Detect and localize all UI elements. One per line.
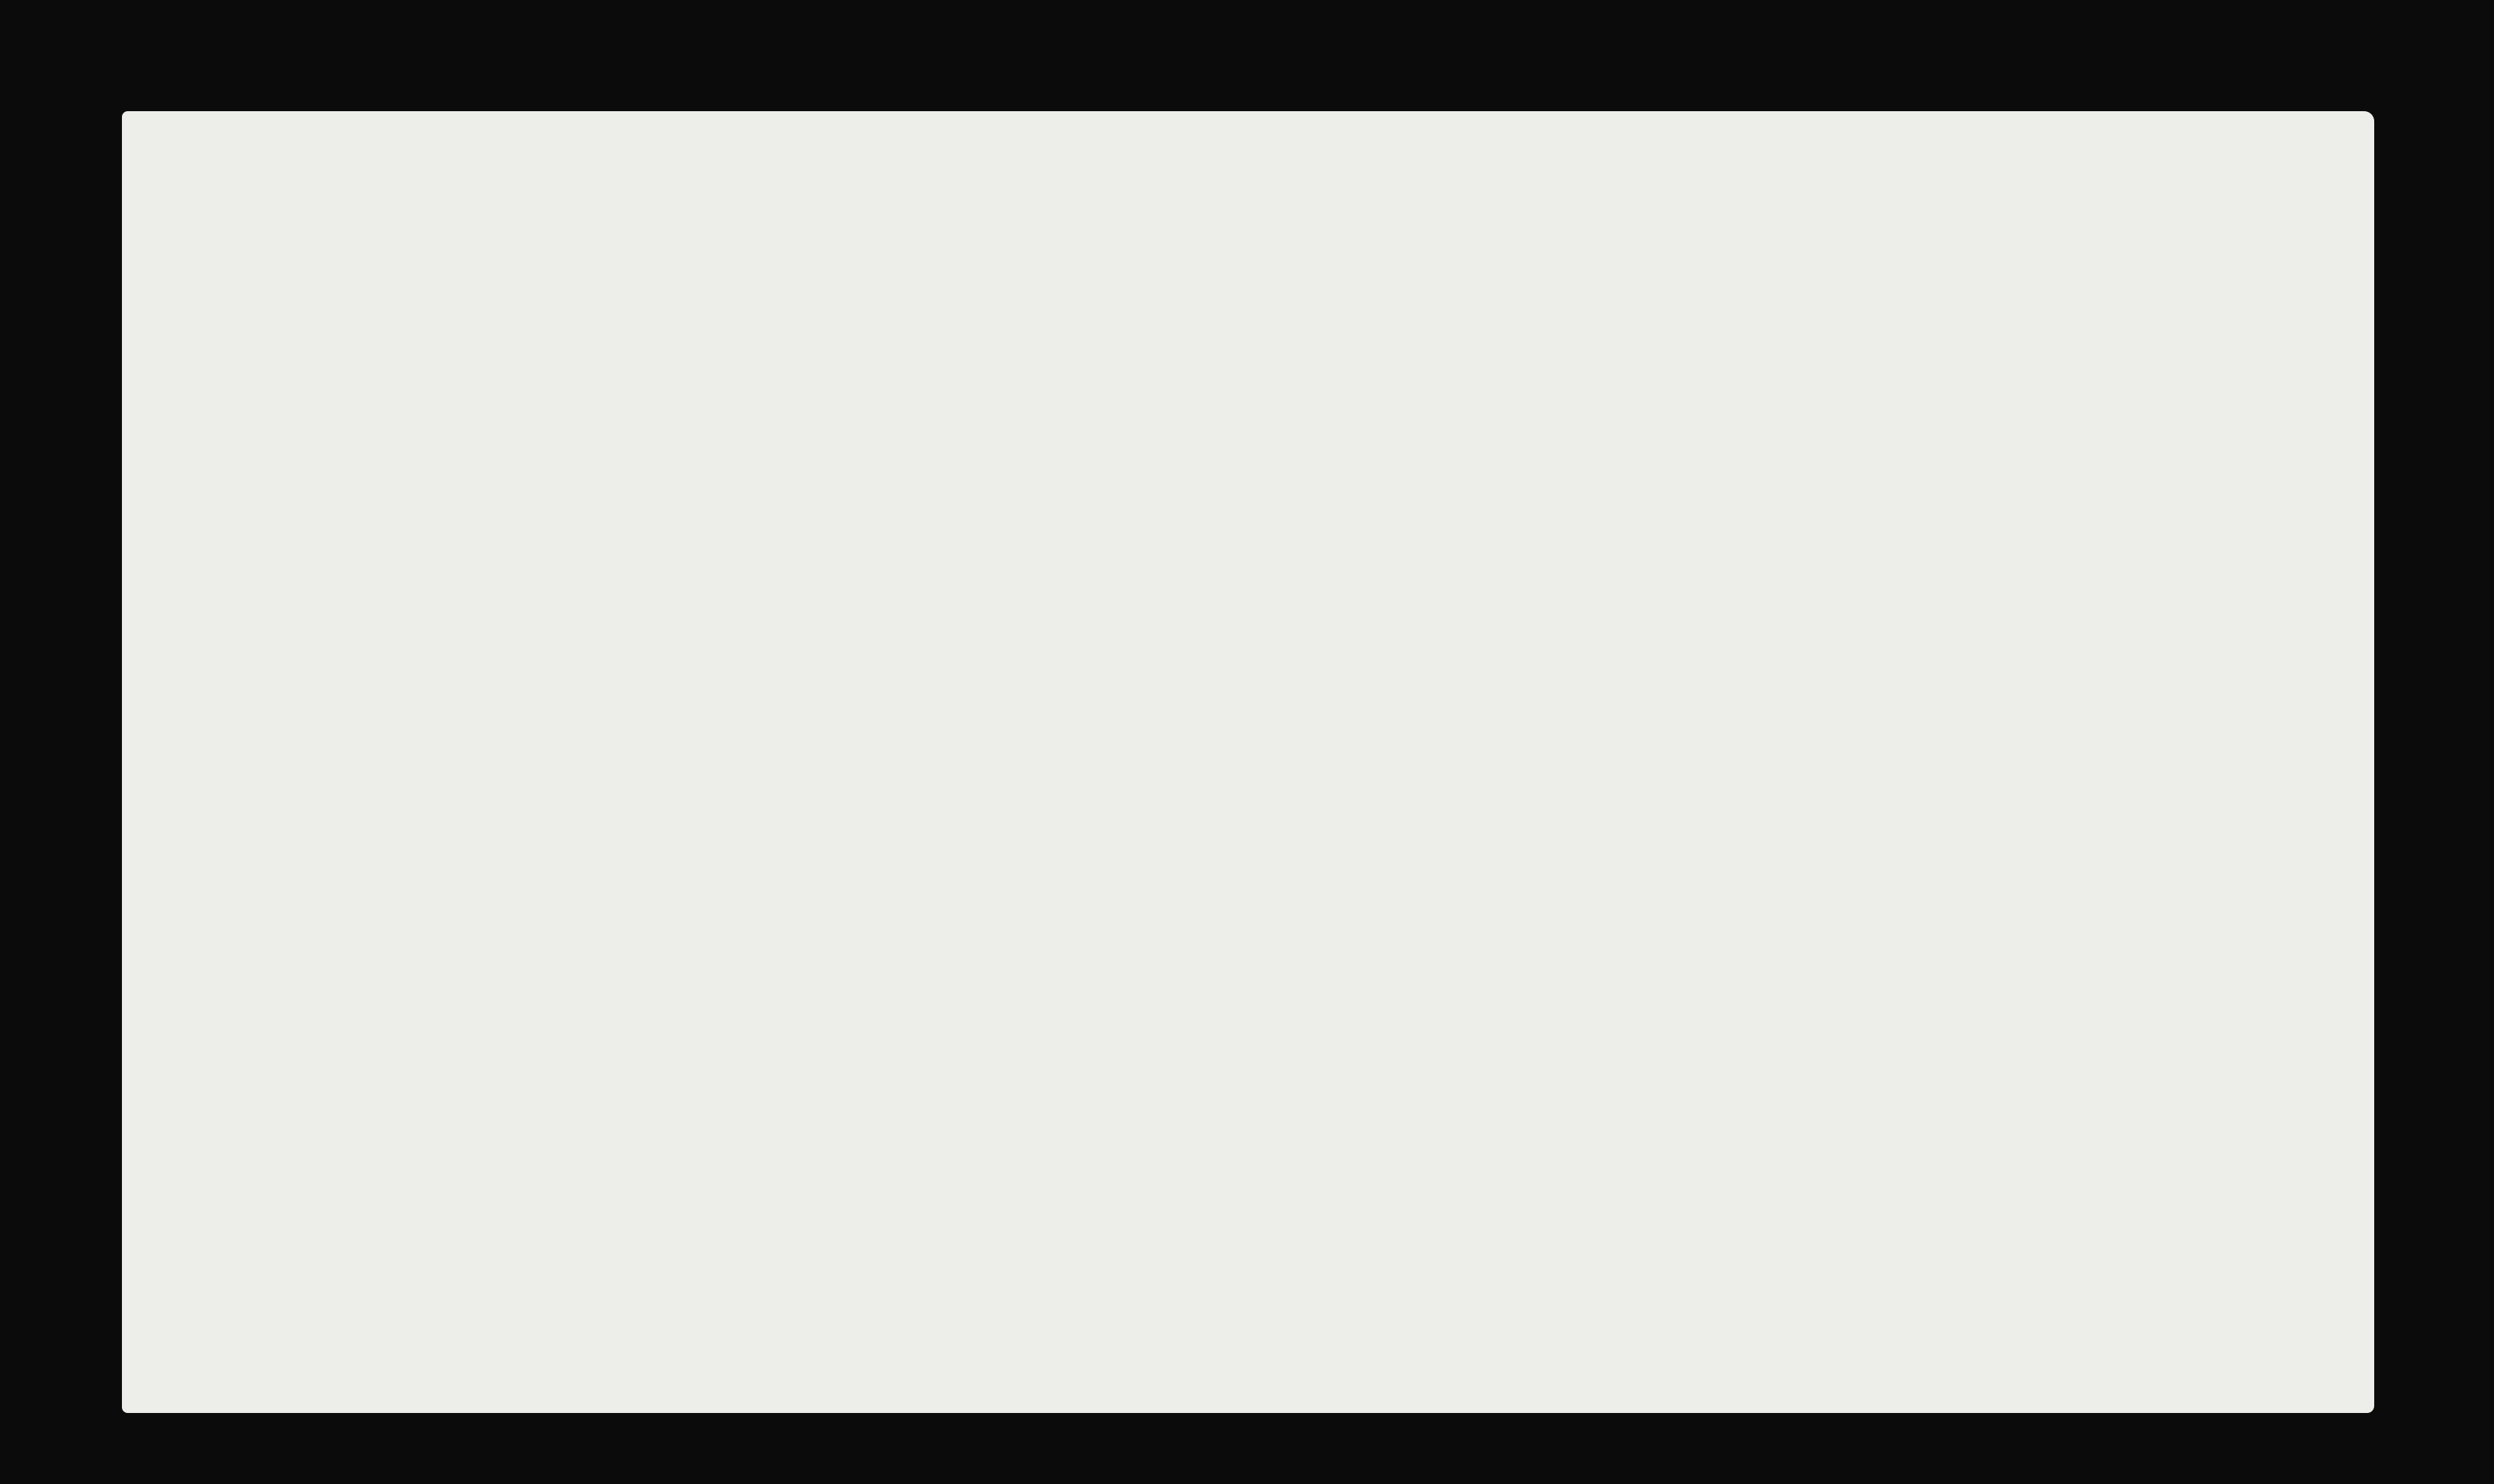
census-card bbox=[122, 111, 2374, 1413]
table-grid bbox=[122, 111, 2374, 1413]
